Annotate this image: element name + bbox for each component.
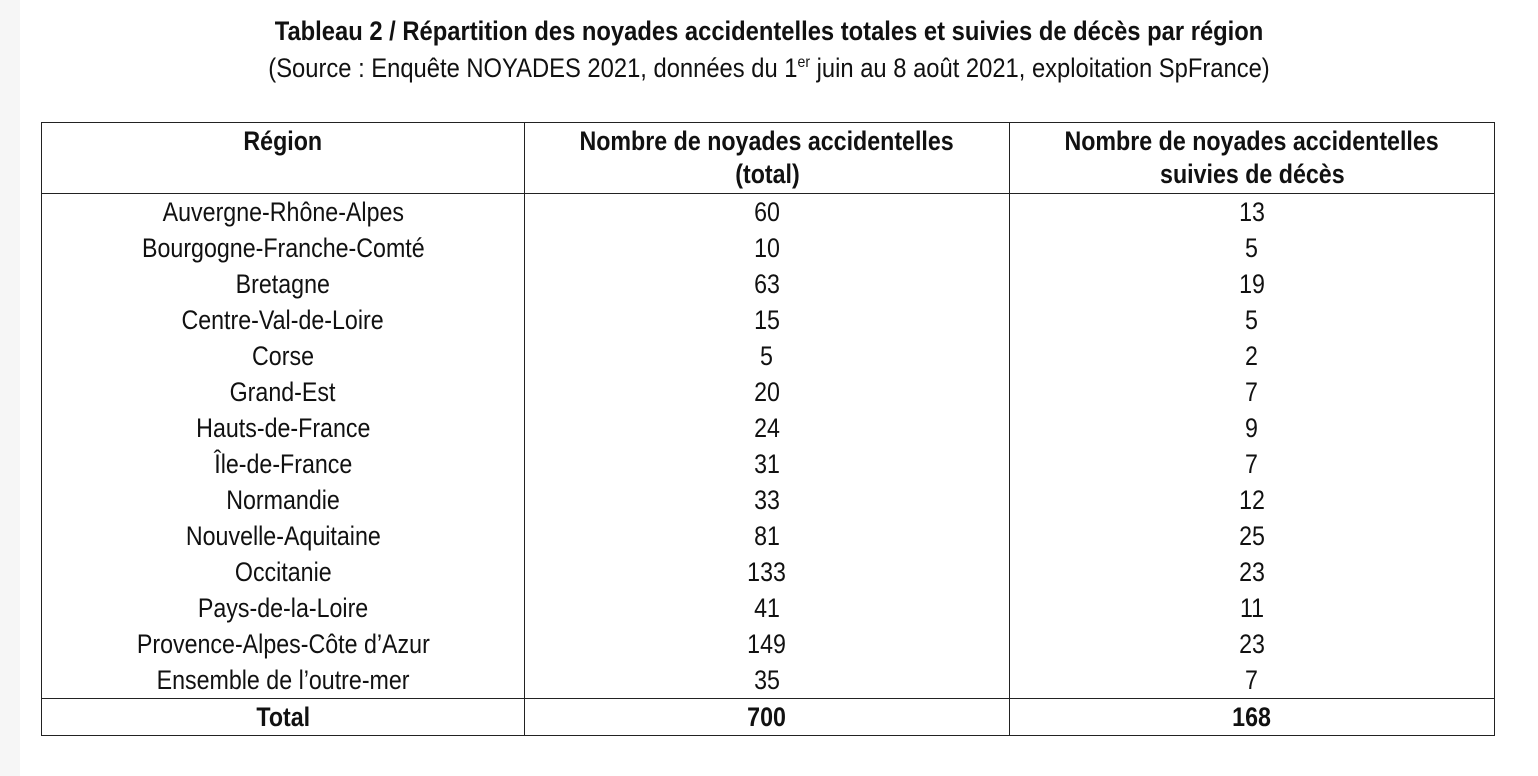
table-subtitle bbox=[92, 51, 1445, 85]
deaths-count-cell-text: 23 bbox=[1239, 557, 1265, 587]
total-deaths-cell: 168 bbox=[1010, 699, 1495, 736]
region-cell bbox=[42, 554, 525, 590]
header-total-drownings: Nombre de noyades accidentelles (total) bbox=[525, 123, 1010, 194]
deaths-count-cell bbox=[1010, 482, 1495, 518]
total-count-cell bbox=[525, 374, 1010, 410]
deaths-count-cell bbox=[1010, 662, 1495, 699]
total-count-cell-text: 33 bbox=[754, 485, 780, 515]
deaths-count-cell-text: 7 bbox=[1245, 665, 1259, 695]
region-cell bbox=[42, 446, 525, 482]
subtitle-text-end: juin au 8 août 2021, exploitation SpFrance) bbox=[810, 53, 1270, 83]
table-row bbox=[42, 230, 1495, 266]
deaths-count-cell-text: 19 bbox=[1239, 269, 1265, 299]
total-count-cell bbox=[525, 662, 1010, 699]
region-cell-text: Occitanie bbox=[234, 557, 332, 587]
total-count-cell-text: 24 bbox=[754, 413, 780, 443]
total-count-cell-text: 149 bbox=[747, 629, 787, 659]
total-count-cell-text: 15 bbox=[754, 305, 780, 335]
deaths-count-cell bbox=[1010, 338, 1495, 374]
total-count-cell bbox=[525, 446, 1010, 482]
total-count-cell bbox=[525, 230, 1010, 266]
page-margin bbox=[0, 0, 20, 776]
region-cell bbox=[42, 230, 525, 266]
table-row bbox=[42, 662, 1495, 699]
total-count-cell-text: 63 bbox=[754, 269, 780, 299]
deaths-count-cell-text: 5 bbox=[1245, 233, 1259, 263]
deaths-count-cell-text: 25 bbox=[1239, 521, 1265, 551]
deaths-count-cell bbox=[1010, 194, 1495, 231]
deaths-count-cell bbox=[1010, 626, 1495, 662]
region-cell bbox=[42, 266, 525, 302]
table-row bbox=[42, 590, 1495, 626]
total-count-cell bbox=[525, 194, 1010, 231]
total-count-cell-text: 35 bbox=[754, 665, 780, 695]
drowning-table bbox=[41, 122, 1495, 736]
table-header-row bbox=[42, 123, 1495, 194]
deaths-count-cell bbox=[1010, 266, 1495, 302]
region-cell-text: Île-de-France bbox=[213, 449, 353, 479]
total-row bbox=[42, 699, 1495, 736]
total-count-cell: 700 bbox=[525, 699, 1010, 736]
total-count-cell bbox=[525, 410, 1010, 446]
table-row bbox=[42, 374, 1495, 410]
region-cell bbox=[42, 482, 525, 518]
region-cell bbox=[42, 626, 525, 662]
deaths-count-cell bbox=[1010, 554, 1495, 590]
total-count-cell bbox=[525, 590, 1010, 626]
region-cell bbox=[42, 374, 525, 410]
region-cell bbox=[42, 194, 525, 231]
deaths-count-cell bbox=[1010, 446, 1495, 482]
deaths-count-cell-text: 13 bbox=[1239, 197, 1265, 227]
region-cell-text: Hauts-de-France bbox=[195, 413, 371, 443]
deaths-count-cell-text: 7 bbox=[1245, 377, 1259, 407]
region-cell-text: Provence-Alpes-Côte d’Azur bbox=[136, 629, 430, 659]
deaths-count-cell-text: 11 bbox=[1239, 593, 1265, 623]
region-cell-text: Nouvelle-Aquitaine bbox=[185, 521, 381, 551]
table-row bbox=[42, 302, 1495, 338]
region-cell-text: Grand-Est bbox=[230, 377, 336, 407]
deaths-count-cell bbox=[1010, 518, 1495, 554]
region-cell-text: Bourgogne-Franche-Comté bbox=[141, 233, 425, 263]
total-count-cell bbox=[525, 554, 1010, 590]
region-cell-text: Auvergne-Rhône-Alpes bbox=[162, 197, 404, 227]
region-cell-text: Ensemble de l’outre-mer bbox=[156, 665, 410, 695]
total-count-cell bbox=[525, 626, 1010, 662]
deaths-count-cell bbox=[1010, 302, 1495, 338]
table-body bbox=[42, 194, 1495, 699]
table-row bbox=[42, 554, 1495, 590]
region-cell bbox=[42, 662, 525, 699]
region-cell bbox=[42, 410, 525, 446]
total-count-cell-text: 60 bbox=[754, 197, 780, 227]
table-row bbox=[42, 194, 1495, 231]
table-row bbox=[42, 410, 1495, 446]
region-cell-text: Centre-Val-de-Loire bbox=[181, 305, 385, 335]
region-cell-text: Corse bbox=[252, 341, 314, 371]
table-row bbox=[42, 338, 1495, 374]
header-fatal-drownings: Nombre de noyades accidentelles suivies de décès bbox=[1010, 123, 1495, 194]
region-cell bbox=[42, 518, 525, 554]
table-row bbox=[42, 446, 1495, 482]
deaths-count-cell-text: 7 bbox=[1245, 449, 1259, 479]
total-count-cell-text: 133 bbox=[747, 557, 787, 587]
deaths-count-cell bbox=[1010, 374, 1495, 410]
table-row bbox=[42, 482, 1495, 518]
deaths-count-cell-text: 12 bbox=[1239, 485, 1265, 515]
subtitle-text-start: (Source : Enquête NOYADES 2021, données du 1 bbox=[268, 53, 798, 83]
subtitle-superscript: er bbox=[797, 54, 811, 71]
total-count-cell bbox=[525, 266, 1010, 302]
total-count-cell-text: 20 bbox=[754, 377, 780, 407]
deaths-count-cell-text: 2 bbox=[1245, 341, 1259, 371]
total-count-cell-text: 41 bbox=[754, 593, 780, 623]
header-region: Région bbox=[42, 123, 525, 194]
region-cell-text: Normandie bbox=[226, 485, 340, 515]
total-count-cell-text: 81 bbox=[754, 521, 780, 551]
total-count-cell bbox=[525, 338, 1010, 374]
region-cell bbox=[42, 302, 525, 338]
deaths-count-cell-text: 23 bbox=[1239, 629, 1265, 659]
total-count-cell bbox=[525, 518, 1010, 554]
total-count-cell-text: 10 bbox=[754, 233, 780, 263]
deaths-count-cell bbox=[1010, 410, 1495, 446]
total-count-cell-text: 5 bbox=[760, 341, 774, 371]
table-title: Tableau 2 / Répartition des noyades accidentelles totales et suivies de décès par région bbox=[274, 16, 1264, 46]
total-count-cell-text: 31 bbox=[754, 449, 780, 479]
deaths-count-cell-text: 5 bbox=[1245, 305, 1259, 335]
deaths-count-cell bbox=[1010, 590, 1495, 626]
deaths-count-cell bbox=[1010, 230, 1495, 266]
total-count-cell bbox=[525, 302, 1010, 338]
region-cell-text: Pays-de-la-Loire bbox=[197, 593, 369, 623]
total-label-cell: Total bbox=[42, 699, 525, 736]
table-row bbox=[42, 626, 1495, 662]
region-cell bbox=[42, 338, 525, 374]
table-row bbox=[42, 266, 1495, 302]
deaths-count-cell-text: 9 bbox=[1245, 413, 1259, 443]
region-cell-text: Bretagne bbox=[235, 269, 331, 299]
table-row bbox=[42, 518, 1495, 554]
region-cell bbox=[42, 590, 525, 626]
total-count-cell bbox=[525, 482, 1010, 518]
